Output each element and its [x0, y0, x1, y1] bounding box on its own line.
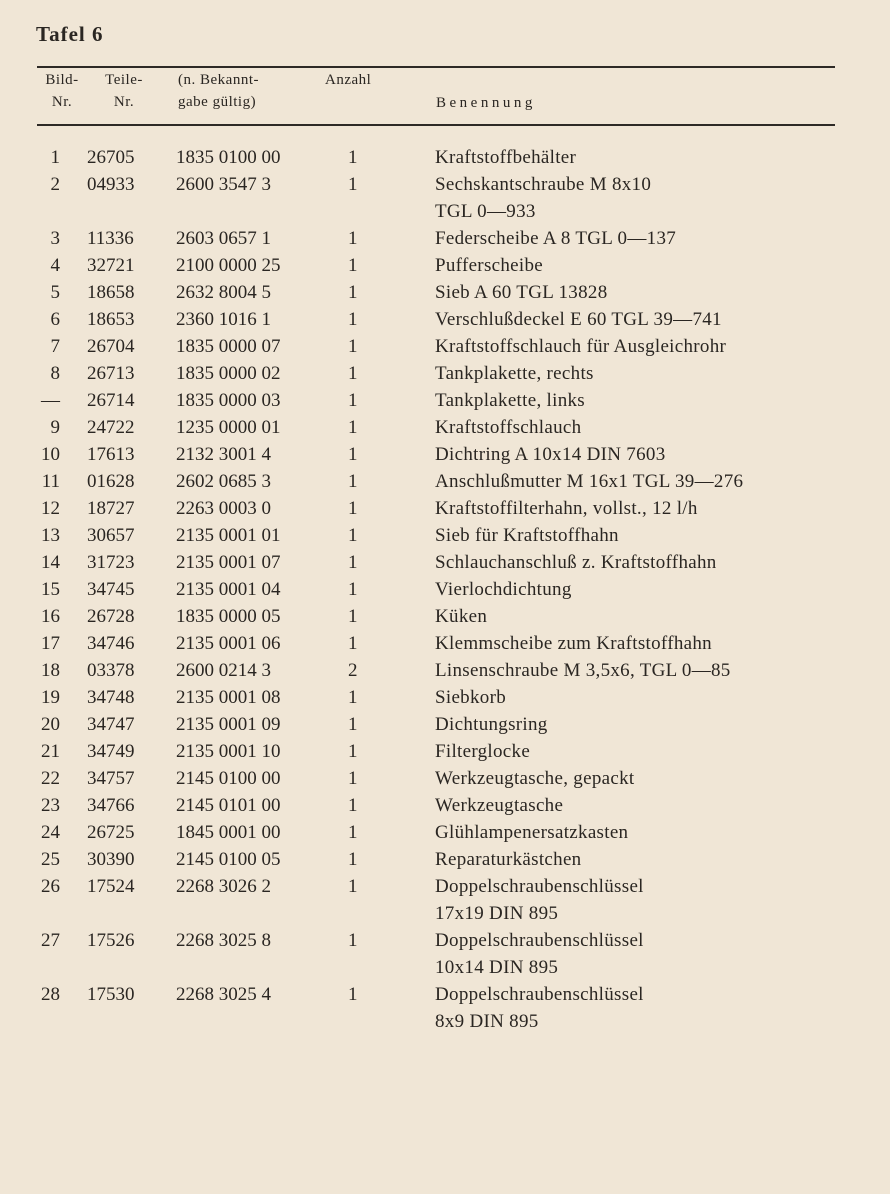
benennung-continuation-cell: 8x9 DIN 895 [435, 1011, 539, 1032]
benennung-continuation-cell: 17x19 DIN 895 [435, 903, 559, 924]
teile-nr-cell: 18658 [87, 282, 135, 303]
benennung-cell: Küken [435, 606, 488, 627]
teile-nr-cell: 03378 [87, 660, 135, 681]
bekanntgabe-nr-cell: 2135 0001 01 [176, 525, 281, 546]
bild-nr-cell: 8 [50, 363, 60, 384]
teile-nr-cell: 31723 [87, 552, 135, 573]
anzahl-cell: 1 [348, 309, 358, 330]
anzahl-cell: 1 [348, 876, 358, 897]
anzahl-cell: 1 [348, 606, 358, 627]
benennung-cell: Linsenschraube M 3,5x6, TGL 0—85 [435, 660, 731, 681]
benennung-continuation-cell: 10x14 DIN 895 [435, 957, 559, 978]
benennung-cell: Kraftstoffschlauch [435, 417, 582, 438]
benennung-cell: Dichtungsring [435, 714, 548, 735]
anzahl-cell: 1 [348, 552, 358, 573]
teile-nr-cell: 17530 [87, 984, 135, 1005]
bekanntgabe-nr-cell: 2600 0214 3 [176, 660, 271, 681]
bekanntgabe-nr-cell: 2603 0657 1 [176, 228, 271, 249]
bild-nr-cell: 27 [41, 930, 60, 951]
bild-nr-cell: 5 [50, 282, 60, 303]
benennung-cell: Sechskantschraube M 8x10 [435, 174, 652, 195]
teile-nr-cell: 34746 [87, 633, 135, 654]
anzahl-cell: 1 [348, 525, 358, 546]
bild-nr-cell: 12 [41, 498, 60, 519]
teile-nr-cell: 30657 [87, 525, 135, 546]
anzahl-cell: 1 [348, 579, 358, 600]
benennung-cell: Sieb für Kraftstoffhahn [435, 525, 619, 546]
teile-nr-cell: 26713 [87, 363, 135, 384]
bekanntgabe-nr-cell: 2632 8004 5 [176, 282, 271, 303]
teile-nr-cell: 17524 [87, 876, 135, 897]
anzahl-cell: 1 [348, 417, 358, 438]
teile-nr-cell: 34749 [87, 741, 135, 762]
anzahl-cell: 1 [348, 633, 358, 654]
teile-nr-cell: 17613 [87, 444, 135, 465]
benennung-cell: Kraftstoffilterhahn, vollst., 12 l/h [435, 498, 698, 519]
bild-nr-cell: 11 [41, 471, 60, 492]
teile-nr-cell: 18727 [87, 498, 135, 519]
teile-nr-cell: 26714 [87, 390, 135, 411]
anzahl-cell: 1 [348, 255, 358, 276]
header-benennung: Benennung [436, 95, 536, 111]
anzahl-cell: 1 [348, 282, 358, 303]
teile-nr-cell: 34766 [87, 795, 135, 816]
benennung-cell: Glühlampenersatzkasten [435, 822, 629, 843]
anzahl-cell: 1 [348, 498, 358, 519]
bild-nr-cell: 20 [41, 714, 60, 735]
anzahl-cell: 2 [348, 660, 358, 681]
bild-nr-cell: 4 [50, 255, 60, 276]
benennung-cell: Werkzeugtasche, gepackt [435, 768, 635, 789]
bekanntgabe-nr-cell: 1835 0100 00 [176, 147, 281, 168]
header-top-rule [37, 66, 835, 68]
bild-nr-cell: 15 [41, 579, 60, 600]
bekanntgabe-nr-cell: 1835 0000 05 [176, 606, 281, 627]
bekanntgabe-nr-cell: 1845 0001 00 [176, 822, 281, 843]
header-bild-nr: Bild- Nr. [45, 72, 79, 110]
bekanntgabe-nr-cell: 2135 0001 07 [176, 552, 281, 573]
anzahl-cell: 1 [348, 741, 358, 762]
benennung-cell: Werkzeugtasche [435, 795, 564, 816]
benennung-cell: Doppelschraubenschlüssel [435, 876, 644, 897]
benennung-cell: Dichtring A 10x14 DIN 7603 [435, 444, 666, 465]
teile-nr-cell: 26725 [87, 822, 135, 843]
teile-nr-cell: 32721 [87, 255, 135, 276]
anzahl-cell: 1 [348, 228, 358, 249]
bild-nr-cell: — [41, 390, 60, 411]
teile-nr-cell: 04933 [87, 174, 135, 195]
bild-nr-cell: 23 [41, 795, 60, 816]
anzahl-cell: 1 [348, 147, 358, 168]
benennung-cell: Siebkorb [435, 687, 507, 708]
bekanntgabe-nr-cell: 1835 0000 03 [176, 390, 281, 411]
bild-nr-cell: 21 [41, 741, 60, 762]
bekanntgabe-nr-cell: 2100 0000 25 [176, 255, 281, 276]
bekanntgabe-nr-cell: 2263 0003 0 [176, 498, 271, 519]
benennung-cell: Anschlußmutter M 16x1 TGL 39—276 [435, 471, 744, 492]
bekanntgabe-nr-cell: 2600 3547 3 [176, 174, 271, 195]
bekanntgabe-nr-cell: 1835 0000 07 [176, 336, 281, 357]
bild-nr-cell: 10 [41, 444, 60, 465]
bekanntgabe-nr-cell: 1235 0000 01 [176, 417, 281, 438]
anzahl-cell: 1 [348, 390, 358, 411]
bild-nr-cell: 28 [41, 984, 60, 1005]
bekanntgabe-nr-cell: 2135 0001 06 [176, 633, 281, 654]
bekanntgabe-nr-cell: 2268 3025 4 [176, 984, 271, 1005]
bild-nr-cell: 17 [41, 633, 60, 654]
benennung-cell: Reparaturkästchen [435, 849, 582, 870]
anzahl-cell: 1 [348, 768, 358, 789]
bekanntgabe-nr-cell: 1835 0000 02 [176, 363, 281, 384]
bild-nr-cell: 26 [41, 876, 60, 897]
benennung-cell: Tankplakette, links [435, 390, 585, 411]
teile-nr-cell: 26704 [87, 336, 135, 357]
bekanntgabe-nr-cell: 2145 0101 00 [176, 795, 281, 816]
anzahl-cell: 1 [348, 687, 358, 708]
benennung-cell: Kraftstoffschlauch für Ausgleichrohr [435, 336, 727, 357]
teile-nr-cell: 01628 [87, 471, 135, 492]
bekanntgabe-nr-cell: 2360 1016 1 [176, 309, 271, 330]
bekanntgabe-nr-cell: 2135 0001 08 [176, 687, 281, 708]
benennung-cell: Filterglocke [435, 741, 531, 762]
benennung-cell: Schlauchanschluß z. Kraftstoffhahn [435, 552, 717, 573]
anzahl-cell: 1 [348, 363, 358, 384]
benennung-cell: Tankplakette, rechts [435, 363, 594, 384]
bild-nr-cell: 7 [50, 336, 60, 357]
header-teile-nr: Teile- Nr. [105, 72, 143, 110]
bild-nr-cell: 9 [50, 417, 60, 438]
bild-nr-cell: 13 [41, 525, 60, 546]
teile-nr-cell: 17526 [87, 930, 135, 951]
teile-nr-cell: 34757 [87, 768, 135, 789]
anzahl-cell: 1 [348, 822, 358, 843]
teile-nr-cell: 26728 [87, 606, 135, 627]
teile-nr-cell: 34745 [87, 579, 135, 600]
bekanntgabe-nr-cell: 2268 3026 2 [176, 876, 271, 897]
teile-nr-cell: 34748 [87, 687, 135, 708]
bild-nr-cell: 1 [50, 147, 60, 168]
bild-nr-cell: 18 [41, 660, 60, 681]
anzahl-cell: 1 [348, 930, 358, 951]
anzahl-cell: 1 [348, 714, 358, 735]
bild-nr-cell: 19 [41, 687, 60, 708]
anzahl-cell: 1 [348, 444, 358, 465]
teile-nr-cell: 30390 [87, 849, 135, 870]
teile-nr-cell: 34747 [87, 714, 135, 735]
header-bottom-rule [37, 124, 835, 126]
benennung-cell: Klemmscheibe zum Kraftstoffhahn [435, 633, 712, 654]
bild-nr-cell: 6 [50, 309, 60, 330]
bekanntgabe-nr-cell: 2602 0685 3 [176, 471, 271, 492]
bekanntgabe-nr-cell: 2132 3001 4 [176, 444, 271, 465]
bekanntgabe-nr-cell: 2268 3025 8 [176, 930, 271, 951]
bild-nr-cell: 24 [41, 822, 60, 843]
teile-nr-cell: 11336 [87, 228, 134, 249]
bild-nr-cell: 16 [41, 606, 60, 627]
benennung-cell: Vierlochdichtung [435, 579, 572, 600]
benennung-cell: Doppelschraubenschlüssel [435, 930, 644, 951]
header-bekanntgabe: (n. Bekannt- gabe gültig) [178, 72, 259, 110]
benennung-cell: Federscheibe A 8 TGL 0—137 [435, 228, 677, 249]
teile-nr-cell: 24722 [87, 417, 135, 438]
anzahl-cell: 1 [348, 849, 358, 870]
header-anzahl: Anzahl [325, 72, 372, 88]
anzahl-cell: 1 [348, 471, 358, 492]
anzahl-cell: 1 [348, 174, 358, 195]
bekanntgabe-nr-cell: 2145 0100 05 [176, 849, 281, 870]
bekanntgabe-nr-cell: 2135 0001 09 [176, 714, 281, 735]
benennung-cell: Doppelschraubenschlüssel [435, 984, 644, 1005]
bild-nr-cell: 3 [50, 228, 60, 249]
bild-nr-cell: 22 [41, 768, 60, 789]
bild-nr-cell: 2 [50, 174, 60, 195]
bekanntgabe-nr-cell: 2135 0001 10 [176, 741, 281, 762]
page-title: Tafel 6 [36, 22, 104, 46]
teile-nr-cell: 26705 [87, 147, 135, 168]
benennung-cell: Kraftstoffbehälter [435, 147, 577, 168]
benennung-cell: Verschlußdeckel E 60 TGL 39—741 [435, 309, 722, 330]
bekanntgabe-nr-cell: 2135 0001 04 [176, 579, 281, 600]
anzahl-cell: 1 [348, 984, 358, 1005]
anzahl-cell: 1 [348, 795, 358, 816]
bild-nr-cell: 25 [41, 849, 60, 870]
teile-nr-cell: 18653 [87, 309, 135, 330]
bekanntgabe-nr-cell: 2145 0100 00 [176, 768, 281, 789]
anzahl-cell: 1 [348, 336, 358, 357]
benennung-cell: Sieb A 60 TGL 13828 [435, 282, 608, 303]
benennung-cell: Pufferscheibe [435, 255, 544, 276]
bild-nr-cell: 14 [41, 552, 60, 573]
benennung-continuation-cell: TGL 0—933 [435, 201, 536, 222]
